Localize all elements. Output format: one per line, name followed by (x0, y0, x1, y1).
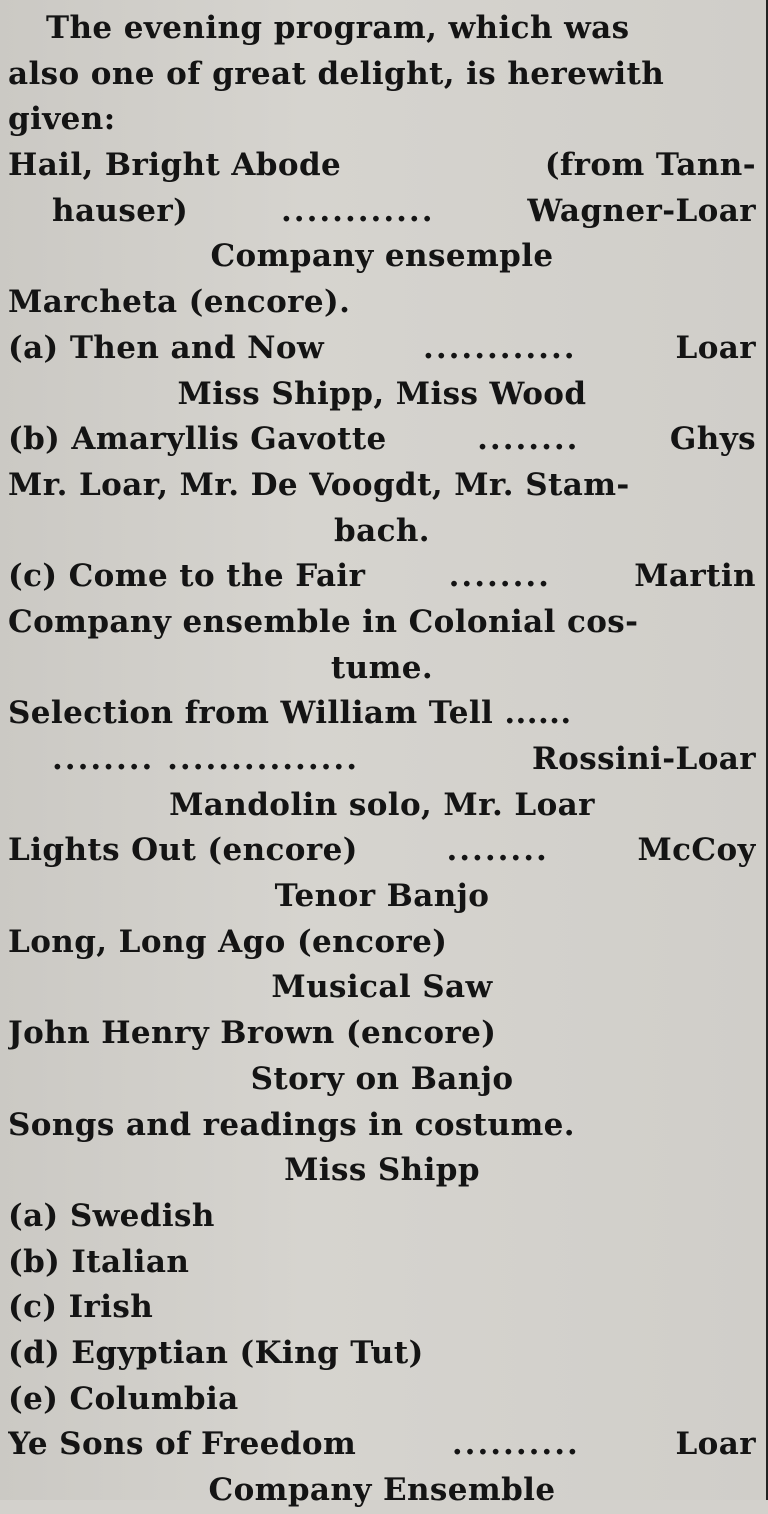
program-item-lights-out (8, 828, 756, 874)
program-item-john-henry: John Henry Brown (encore) (8, 1015, 497, 1052)
item-composer: McCoy (637, 832, 756, 869)
program-item-marcheta: Marcheta (encore). (8, 284, 351, 321)
item-performer: Story on Banjo (250, 1060, 514, 1097)
item-title-continued: (from Tann- (544, 147, 756, 184)
intro-line-1 (8, 6, 756, 52)
leader-dots: ............ (423, 329, 577, 366)
program-item-sons-of-freedom (8, 1422, 756, 1468)
item-composer: Wagner-Loar (527, 192, 756, 229)
item-composer: Loar (675, 329, 756, 366)
program-item-amaryllis (8, 417, 756, 463)
item-performer: Company Ensemble (208, 1472, 556, 1508)
intro-line-2 (8, 52, 756, 98)
leader-dots: ............ (280, 192, 435, 229)
item-performer-continued: bach. (334, 512, 430, 549)
item-title: Ye Sons of Freedom (8, 1426, 357, 1463)
list-item: (c) Irish (8, 1289, 154, 1326)
program-item-then-and-now (8, 326, 756, 372)
item-composer: Ghys (669, 421, 756, 458)
item-performer: Musical Saw (271, 969, 493, 1006)
leader-dots: ........ (446, 832, 549, 869)
program-item-come-to-the-fair (8, 554, 756, 600)
item-title: (c) Come to the Fair (8, 558, 366, 595)
item-title: (a) Then and Now (8, 329, 325, 366)
intro-text-2: also one of great delight, is herewith (8, 55, 665, 92)
item-composer: Rossini-Loar (532, 741, 756, 777)
program-item-hail-cont (8, 189, 756, 235)
leader-dots: ........ (448, 558, 551, 595)
list-item: (a) Swedish (8, 1197, 215, 1234)
item-performer: Tenor Banjo (274, 878, 490, 915)
intro-text-1: The evening program, which was (46, 10, 630, 46)
item-title: (b) Amaryllis Gavotte (8, 421, 387, 458)
item-composer: Martin (634, 558, 756, 595)
item-title: Lights Out (encore) (8, 832, 358, 869)
list-item: (d) Egyptian (King Tut) (8, 1334, 424, 1371)
leader-dots: ........ (477, 421, 580, 458)
item-performer: Miss Shipp, Miss Wood (177, 375, 587, 412)
program-item-long-ago: Long, Long Ago (encore) (8, 923, 448, 960)
intro-line-3 (8, 97, 756, 143)
item-performer: Miss Shipp (284, 1152, 480, 1189)
item-title: Hail, Bright Abode (8, 147, 342, 184)
program-item-hail (8, 143, 756, 189)
item-composer: Loar (675, 1426, 756, 1463)
list-item: (e) Columbia (8, 1380, 239, 1417)
program-item-songs: Songs and readings in costume. (8, 1106, 575, 1143)
item-performer-continued: tume. (330, 649, 434, 686)
item-performer: Mr. Loar, Mr. De Voogdt, Mr. Stam- (8, 466, 630, 503)
intro-text-3: given: (8, 101, 116, 138)
item-performer: Company ensemple (210, 238, 554, 275)
list-item: (b) Italian (8, 1243, 190, 1280)
item-title: hauser) (52, 192, 189, 229)
item-performer: Company ensemble in Colonial cos- (8, 603, 639, 640)
item-performer: Mandolin solo, Mr. Loar (169, 786, 595, 823)
leader-dots: ........ ............... (52, 741, 360, 777)
leader-dots: .......... (451, 1426, 580, 1463)
program-item-william-tell: Selection from William Tell ...... (8, 695, 572, 732)
program-item-william-tell-cont (8, 737, 756, 783)
